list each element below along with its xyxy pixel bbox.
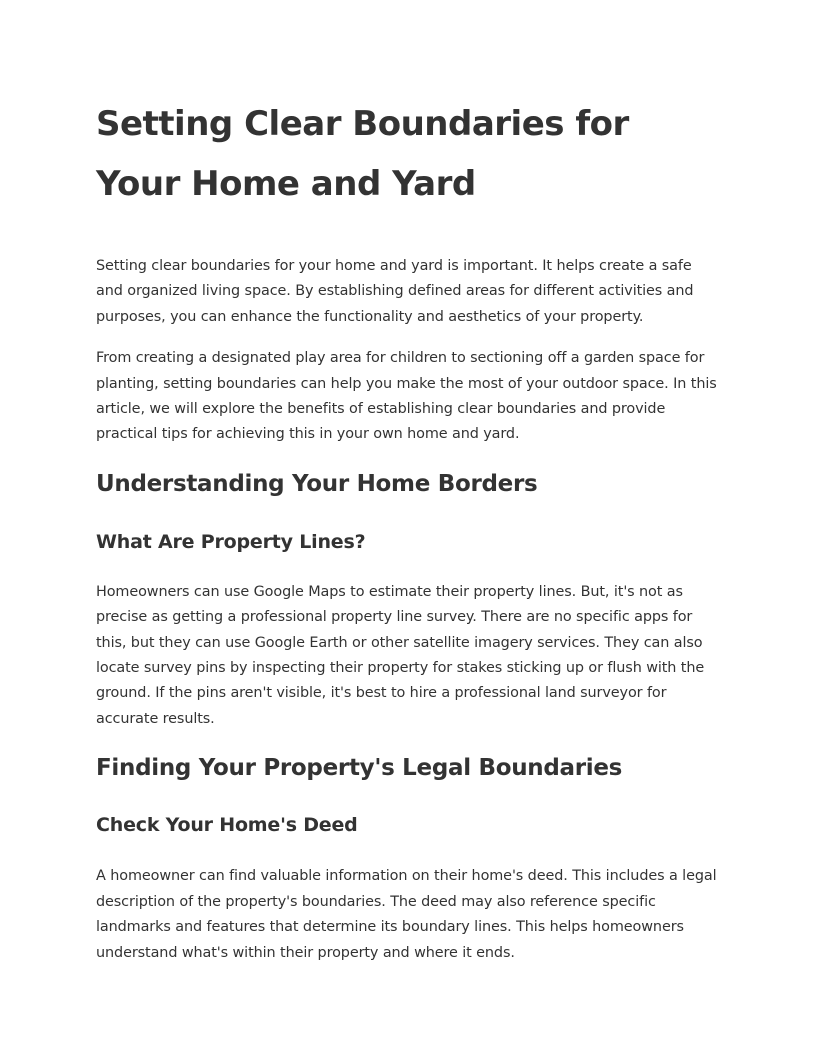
intro-paragraph-1: Setting clear boundaries for your home and yard is important. It helps create a safe and organized living space. By establishing defined areas for different activities and purposes, you can enhance the functionality and aesthetics of your property.: [96, 258, 694, 325]
subheading-property-lines: What Are Property Lines?: [96, 530, 366, 553]
paragraph-home-deed: A homeowner can find valuable information on their home's deed. This includes a legal description of the property's boundaries. The deed may also reference specific landmarks and features that determine its boundary lines. This helps homeowners understand what's within their property and where it ends.: [96, 868, 717, 961]
section-heading-home-borders: Understanding Your Home Borders: [96, 470, 538, 497]
page-title: Setting Clear Boundaries for Your Home and Yard: [96, 104, 629, 204]
subheading-home-deed: Check Your Home's Deed: [96, 814, 358, 837]
section-heading-legal-boundaries: Finding Your Property's Legal Boundaries: [96, 755, 623, 782]
paragraph-property-lines: Homeowners can use Google Maps to estimate their property lines. But, it's not as precise as getting a professional property line survey. There are no specific apps for this, but they can use Google Earth or other satellite imagery services. They can also locate survey pins by inspecting their property for stakes sticking up or flush with the ground. If the pins aren't visible, it's best to hire a professional land surveyor for accurate results.: [96, 583, 705, 727]
document-page: [96, 96, 720, 966]
intro-paragraph-2: From creating a designated play area for children to sectioning off a garden space for planting, setting boundaries can help you make the most of your outdoor space. In this article, we will explore the benefits of establishing clear boundaries and provide practical tips for achieving this in your own home and yard.: [96, 350, 717, 443]
